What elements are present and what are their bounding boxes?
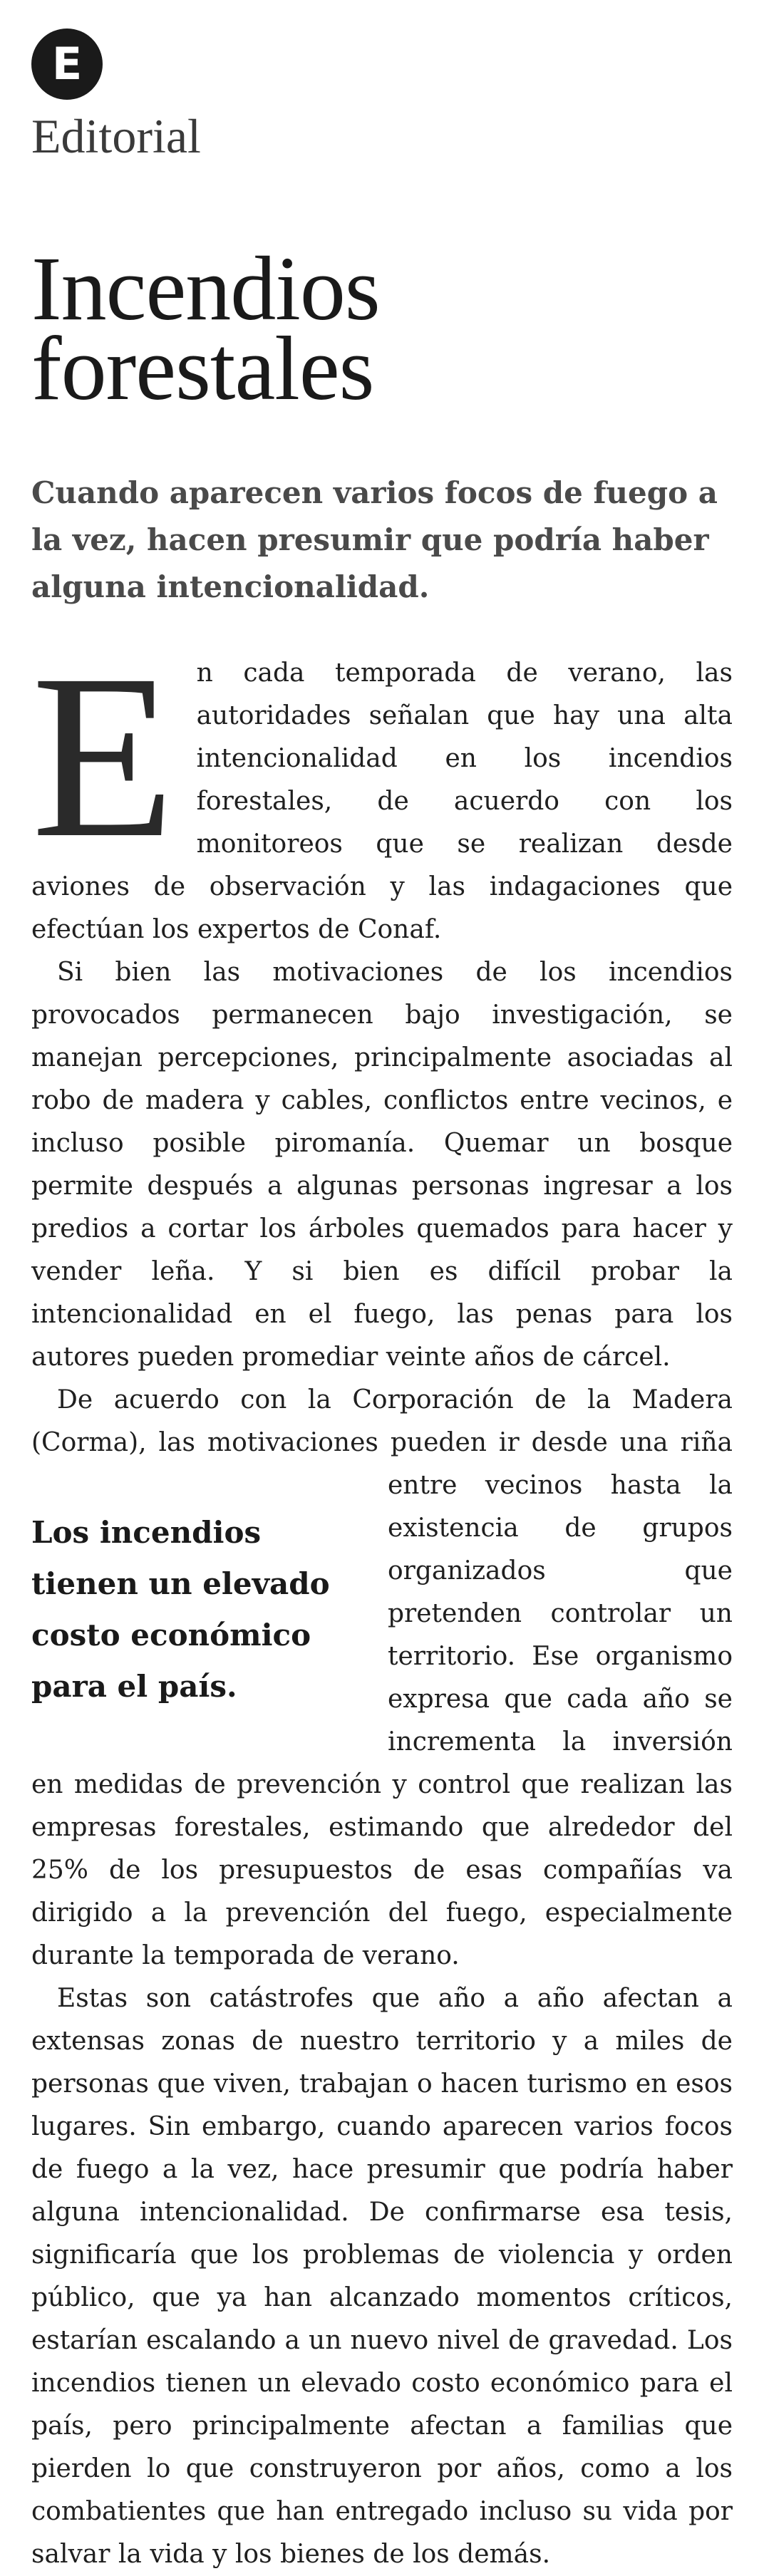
article-title: Incendios forestales xyxy=(31,237,380,419)
logo-letter: E xyxy=(51,38,83,90)
pull-quote: Los incendios tienen un elevado costo económico para el país. xyxy=(31,1514,330,1704)
paragraph-1 xyxy=(31,626,733,951)
paragraph-3-start: De acuerdo con la Corporación de la Madera (Corma), las motivaciones pueden ir desde una riña entre xyxy=(31,1385,733,1500)
paragraph-3-end: vecinos hasta la existencia de grupos organizados que pretenden controlar un territorio. Ese organismo expresa que cada año se incrementa la inversión en medidas de prevención y control que realizan las empresas forestales, estimando que alrededor del 25% de los presupuestos de esas compañías va dirigido a la prevención del fuego, especialmente durante la temporada de verano. xyxy=(31,1470,733,1970)
paragraph-4: Estas son catástrofes que año a año afectan a extensas zonas de nuestro territorio y a miles de personas que viven, trabajan o hacen turismo en esos lugares. Sin embargo, cuando aparecen varios focos de fuego a la vez, hace presumir que podría haber alguna intencionalidad. De confirmarse esa tesis, significaría que los problemas de violencia y orden público, que ya han alcanzado momentos críticos, estarían escalando a un nuevo nivel de gravedad. Los incendios tienen un elevado costo económico para el país, pero principalmente afectan a familias que pierden lo que construyeron por años, como a los combatientes que han entregado incluso su vida por salvar la vida y los bienes de los demás. xyxy=(31,1983,733,2569)
paragraph-1-text: n cada temporada de verano, las autoridades señalan que hay una alta intencionalidad en los incendios forestales, de acuerdo con los monitoreos que se realizan desde aviones de observación y las indagaciones que efectúan los expertos de Conaf. xyxy=(31,658,733,944)
paragraph-2: Si bien las motivaciones de los incendios provocados permanecen bajo investigación, se manejan percepciones, principalmente asociadas al robo de madera y cables, conflictos entre vecinos, e incluso posible piromanía. Quemar un bosque permite después a algunas personas ingresar a los predios a cortar los árboles quemados para hacer y vender leña. Y si bien es difícil probar la intencionalidad en el fuego, las penas para los autores pueden promediar veinte años de cárcel. xyxy=(31,957,733,1372)
article-deck: Cuando aparecen varios focos de fuego a la vez, hacen presumir que podría haber alguna intencionalidad. xyxy=(31,475,718,604)
article-body xyxy=(31,626,733,2576)
newspaper-logo xyxy=(31,29,103,100)
section-label: Editorial xyxy=(31,109,201,163)
paragraph-3 xyxy=(31,1379,733,1977)
editorial-page xyxy=(31,29,733,2576)
drop-cap: E xyxy=(31,626,175,886)
